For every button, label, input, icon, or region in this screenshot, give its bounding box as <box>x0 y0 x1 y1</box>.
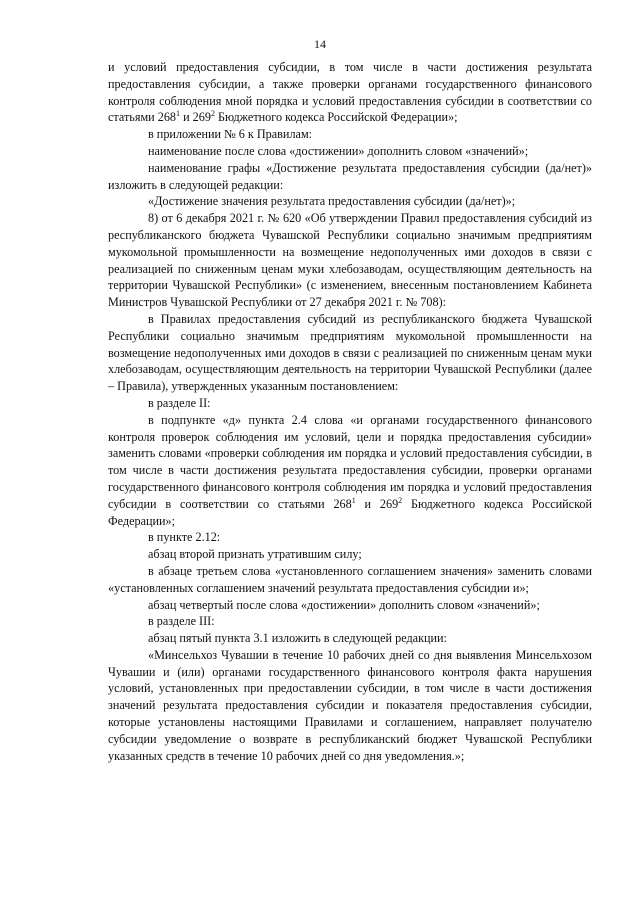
paragraph-fifth-abzac <box>108 630 592 647</box>
paragraph-second-abzac <box>108 546 592 563</box>
text-segment: абзац четвертый после слова «достижении» дополнить словом «значений»; <box>148 597 540 612</box>
text-segment: в разделе III: <box>148 614 215 629</box>
text-segment: Бюджетного кодекса Российской Федерации»; <box>214 110 458 125</box>
paragraph-title-change <box>108 143 592 160</box>
text-segment: в абзаце третьем слова «установленного соглашением значения» заменить словами «установленных соглашением значений результата предоставления субсидии и»; <box>108 563 592 595</box>
paragraph-item-8 <box>108 210 592 311</box>
paragraph-subitem-d <box>108 412 592 530</box>
paragraph-third-abzac <box>108 563 592 597</box>
text-segment: в подпункте «д» пункта 2.4 слова «и органами государственного финансового контроля проверок соблюдения им условий, цели и порядка предоставления субсидии» заменить словами «проверки соблюдения им порядка и условий предоставления субсидии, в том числе в части достижения результата предоставления субсидии, проверки органами государственного финансового контроля соблюдения им порядка и условий предоставления субсидии в соответствии со статьями 268 <box>108 412 592 511</box>
paragraph-continuation <box>108 59 592 126</box>
text-segment: и условий предоставления субсидии, в том числе в части достижения результата предоставления субсидии, а также проверки органами государственного финансового контроля соблюдения мной порядка и условий предоставления субсидии в соответствии со статьями 268 <box>108 60 592 125</box>
superscript: 1 <box>176 109 181 119</box>
paragraph-section-3 <box>108 613 592 630</box>
text-segment: 8) от 6 декабря 2021 г. № 620 «Об утверждении Правил предоставления субсидий из республиканского бюджета Чувашской Республики социально значимым предприятиям мукомольной промышленности на возмещение недополученных ими доходов в связи с реализацией по сниженным ценам муки хлебозаводам, осуществляющим деятельность на территории Чувашской Республики» (с изменением, внесенным постановлением Кабинета Министров Чувашской Республики от 27 декабря 2021 г. № 708): <box>108 211 592 310</box>
text-segment: «Минсельхоз Чувашии в течение 10 рабочих дней со дня выявления Минсельхозом Чувашии и (или) органами государственного финансового контроля факта нарушения условий, установленных при предоставлении субсидии, в том числе в части достижения значений результата предоставления субсидии и показателя предоставления субсидии, которые установлены настоящими Правилами и соглашением, направляет получателю субсидии уведомление о возврате в республиканский бюджет Чувашской Республики указанных средств в течение 10 рабочих дней со дня уведомления.»; <box>108 647 592 763</box>
paragraph-item-2-12 <box>108 529 592 546</box>
text-segment: в разделе II: <box>148 395 211 410</box>
text-segment: наименование после слова «достижении» дополнить словом «значений»; <box>148 143 529 158</box>
text-segment: и 269 <box>355 496 399 511</box>
text-segment: в пункте 2.12: <box>148 530 221 545</box>
paragraph-fourth-abzac <box>108 597 592 614</box>
document-body <box>108 59 592 764</box>
superscript: 1 <box>351 495 356 505</box>
paragraph-appendix-6 <box>108 126 592 143</box>
paragraph-rules <box>108 311 592 395</box>
paragraph-section-2 <box>108 395 592 412</box>
page-number: 14 <box>314 37 326 51</box>
superscript: 2 <box>210 109 215 119</box>
text-segment: «Достижение значения результата предоставления субсидии (да/нет)»; <box>148 194 516 209</box>
text-segment: абзац пятый пункта 3.1 изложить в следующей редакции: <box>148 631 447 646</box>
text-segment: наименование графы «Достижение результата предоставления субсидии (да/нет)» изложить в следующей редакции: <box>108 160 592 192</box>
superscript: 2 <box>398 495 403 505</box>
paragraph-new-column-name <box>108 193 592 210</box>
text-segment: в Правилах предоставления субсидий из республиканского бюджета Чувашской Республики социально значимым предприятиям мукомольной промышленности на возмещение недополученных ими доходов в связи с реализацией по сниженным ценам муки хлебозаводам, осуществляющим деятельность на территории Чувашской Республики (далее – Правила), утвержденных указанным постановлением: <box>108 311 592 394</box>
text-segment: и 269 <box>180 110 211 125</box>
text-segment: Бюджетного кодекса Российской Федерации»; <box>108 496 592 528</box>
paragraph-quoted-text <box>108 647 592 765</box>
text-segment: абзац второй признать утратившим силу; <box>148 547 362 562</box>
paragraph-column-name <box>108 160 592 194</box>
text-segment: в приложении № 6 к Правилам: <box>148 127 313 142</box>
